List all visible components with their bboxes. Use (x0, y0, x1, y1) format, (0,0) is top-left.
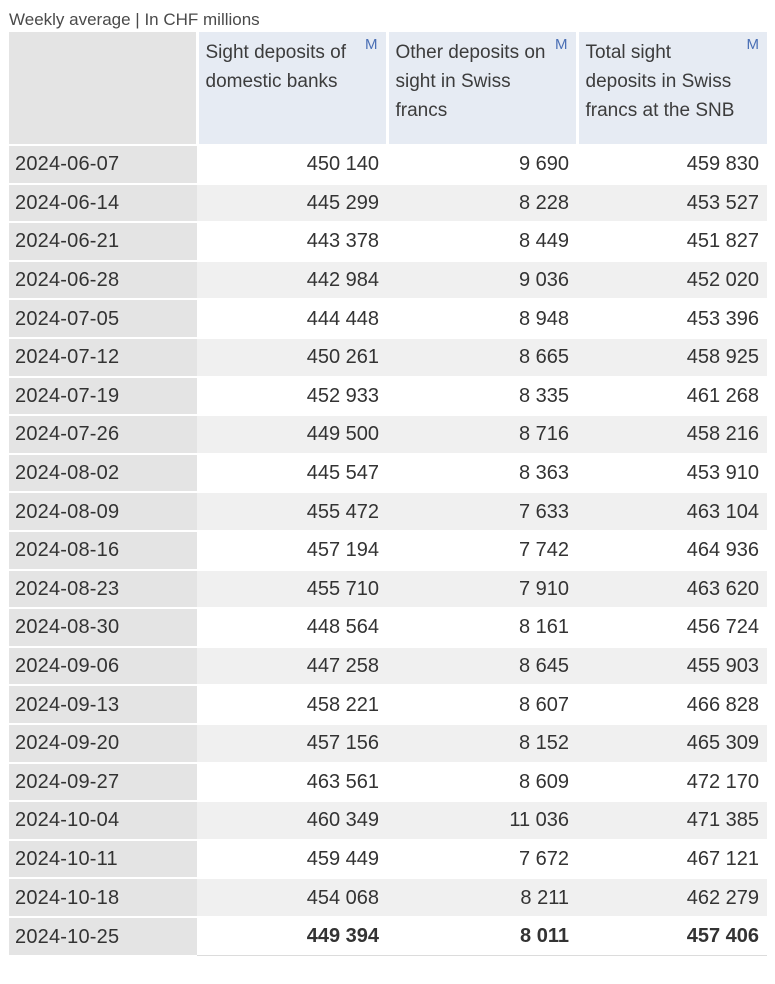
header-corner-cell (9, 32, 197, 145)
table-row (9, 299, 767, 338)
header-label: Sight deposits of domestic banks (205, 42, 346, 92)
table-row (9, 261, 767, 300)
cell-total-sight-deposits: 463 104 (577, 492, 767, 531)
cell-domestic-banks: 450 261 (197, 338, 387, 377)
table-row (9, 878, 767, 917)
table-row (9, 840, 767, 879)
row-date: 2024-10-18 (9, 878, 197, 917)
header-label: Total sight deposits in Swiss francs at the SNB (585, 42, 735, 121)
cell-other-deposits: 8 645 (387, 647, 577, 686)
table-header (9, 32, 767, 145)
table-row (9, 454, 767, 493)
cell-other-deposits: 7 672 (387, 840, 577, 879)
cell-other-deposits: 8 161 (387, 608, 577, 647)
row-date: 2024-08-30 (9, 608, 197, 647)
cell-other-deposits: 8 211 (387, 878, 577, 917)
row-date: 2024-06-07 (9, 145, 197, 184)
cell-other-deposits: 8 152 (387, 724, 577, 763)
cell-domestic-banks: 442 984 (197, 261, 387, 300)
cell-domestic-banks: 455 472 (197, 492, 387, 531)
cell-total-sight-deposits: 453 910 (577, 454, 767, 493)
table-row (9, 917, 767, 956)
cell-total-sight-deposits: 452 020 (577, 261, 767, 300)
table-row (9, 685, 767, 724)
table-row (9, 647, 767, 686)
row-date: 2024-08-16 (9, 531, 197, 570)
cell-total-sight-deposits: 459 830 (577, 145, 767, 184)
row-date: 2024-06-21 (9, 222, 197, 261)
cell-total-sight-deposits: 453 396 (577, 299, 767, 338)
sight-deposits-table (9, 32, 767, 956)
row-date: 2024-09-06 (9, 647, 197, 686)
cell-domestic-banks: 457 194 (197, 531, 387, 570)
cell-domestic-banks: 457 156 (197, 724, 387, 763)
cell-domestic-banks: 452 933 (197, 377, 387, 416)
cell-total-sight-deposits: 464 936 (577, 531, 767, 570)
row-date: 2024-07-12 (9, 338, 197, 377)
cell-domestic-banks: 454 068 (197, 878, 387, 917)
table-row (9, 570, 767, 609)
metadata-link[interactable]: M (555, 36, 568, 53)
cell-other-deposits: 8 363 (387, 454, 577, 493)
cell-total-sight-deposits: 462 279 (577, 878, 767, 917)
cell-domestic-banks: 455 710 (197, 570, 387, 609)
cell-total-sight-deposits: 465 309 (577, 724, 767, 763)
table-row (9, 338, 767, 377)
cell-other-deposits: 8 335 (387, 377, 577, 416)
row-date: 2024-09-13 (9, 685, 197, 724)
row-date: 2024-07-26 (9, 415, 197, 454)
header-domestic-banks (197, 32, 387, 145)
cell-other-deposits: 8 716 (387, 415, 577, 454)
cell-total-sight-deposits: 472 170 (577, 763, 767, 802)
cell-other-deposits: 8 011 (387, 917, 577, 956)
row-date: 2024-09-27 (9, 763, 197, 802)
header-row (9, 32, 767, 145)
cell-total-sight-deposits: 461 268 (577, 377, 767, 416)
table-row (9, 222, 767, 261)
row-date: 2024-10-11 (9, 840, 197, 879)
cell-other-deposits: 8 449 (387, 222, 577, 261)
cell-total-sight-deposits: 458 925 (577, 338, 767, 377)
metadata-link[interactable]: M (365, 36, 378, 53)
cell-domestic-banks: 458 221 (197, 685, 387, 724)
row-date: 2024-10-25 (9, 917, 197, 956)
cell-domestic-banks: 444 448 (197, 299, 387, 338)
cell-total-sight-deposits: 467 121 (577, 840, 767, 879)
table-row (9, 492, 767, 531)
cell-domestic-banks: 449 500 (197, 415, 387, 454)
table-row (9, 531, 767, 570)
cell-total-sight-deposits: 458 216 (577, 415, 767, 454)
table-row (9, 763, 767, 802)
header-total-sight-deposits (577, 32, 767, 145)
row-date: 2024-07-05 (9, 299, 197, 338)
table-caption: Weekly average | In CHF millions (9, 10, 260, 29)
cell-total-sight-deposits: 456 724 (577, 608, 767, 647)
header-label: Other deposits on sight in Swiss francs (395, 42, 546, 121)
table-row (9, 415, 767, 454)
header-other-deposits (387, 32, 577, 145)
cell-domestic-banks: 445 547 (197, 454, 387, 493)
cell-other-deposits: 7 742 (387, 531, 577, 570)
table-row (9, 145, 767, 184)
table-row (9, 608, 767, 647)
cell-domestic-banks: 449 394 (197, 917, 387, 956)
row-date: 2024-06-28 (9, 261, 197, 300)
row-date: 2024-10-04 (9, 801, 197, 840)
cell-total-sight-deposits: 463 620 (577, 570, 767, 609)
table-row (9, 184, 767, 223)
cell-total-sight-deposits: 455 903 (577, 647, 767, 686)
cell-other-deposits: 9 690 (387, 145, 577, 184)
cell-total-sight-deposits: 466 828 (577, 685, 767, 724)
cell-total-sight-deposits: 471 385 (577, 801, 767, 840)
cell-other-deposits: 8 609 (387, 763, 577, 802)
cell-other-deposits: 7 633 (387, 492, 577, 531)
row-date: 2024-09-20 (9, 724, 197, 763)
cell-other-deposits: 9 036 (387, 261, 577, 300)
row-date: 2024-07-19 (9, 377, 197, 416)
table-row (9, 801, 767, 840)
table-row (9, 724, 767, 763)
cell-domestic-banks: 459 449 (197, 840, 387, 879)
cell-domestic-banks: 463 561 (197, 763, 387, 802)
metadata-link[interactable]: M (746, 36, 759, 53)
cell-domestic-banks: 445 299 (197, 184, 387, 223)
row-date: 2024-08-02 (9, 454, 197, 493)
cell-domestic-banks: 460 349 (197, 801, 387, 840)
cell-domestic-banks: 443 378 (197, 222, 387, 261)
cell-other-deposits: 8 948 (387, 299, 577, 338)
row-date: 2024-08-23 (9, 570, 197, 609)
row-date: 2024-08-09 (9, 492, 197, 531)
cell-other-deposits: 8 607 (387, 685, 577, 724)
cell-other-deposits: 7 910 (387, 570, 577, 609)
table-row (9, 377, 767, 416)
table-body (9, 145, 767, 955)
cell-total-sight-deposits: 453 527 (577, 184, 767, 223)
cell-total-sight-deposits: 457 406 (577, 917, 767, 956)
cell-other-deposits: 8 665 (387, 338, 577, 377)
cell-domestic-banks: 448 564 (197, 608, 387, 647)
cell-domestic-banks: 450 140 (197, 145, 387, 184)
cell-other-deposits: 8 228 (387, 184, 577, 223)
row-date: 2024-06-14 (9, 184, 197, 223)
cell-domestic-banks: 447 258 (197, 647, 387, 686)
cell-total-sight-deposits: 451 827 (577, 222, 767, 261)
cell-other-deposits: 11 036 (387, 801, 577, 840)
